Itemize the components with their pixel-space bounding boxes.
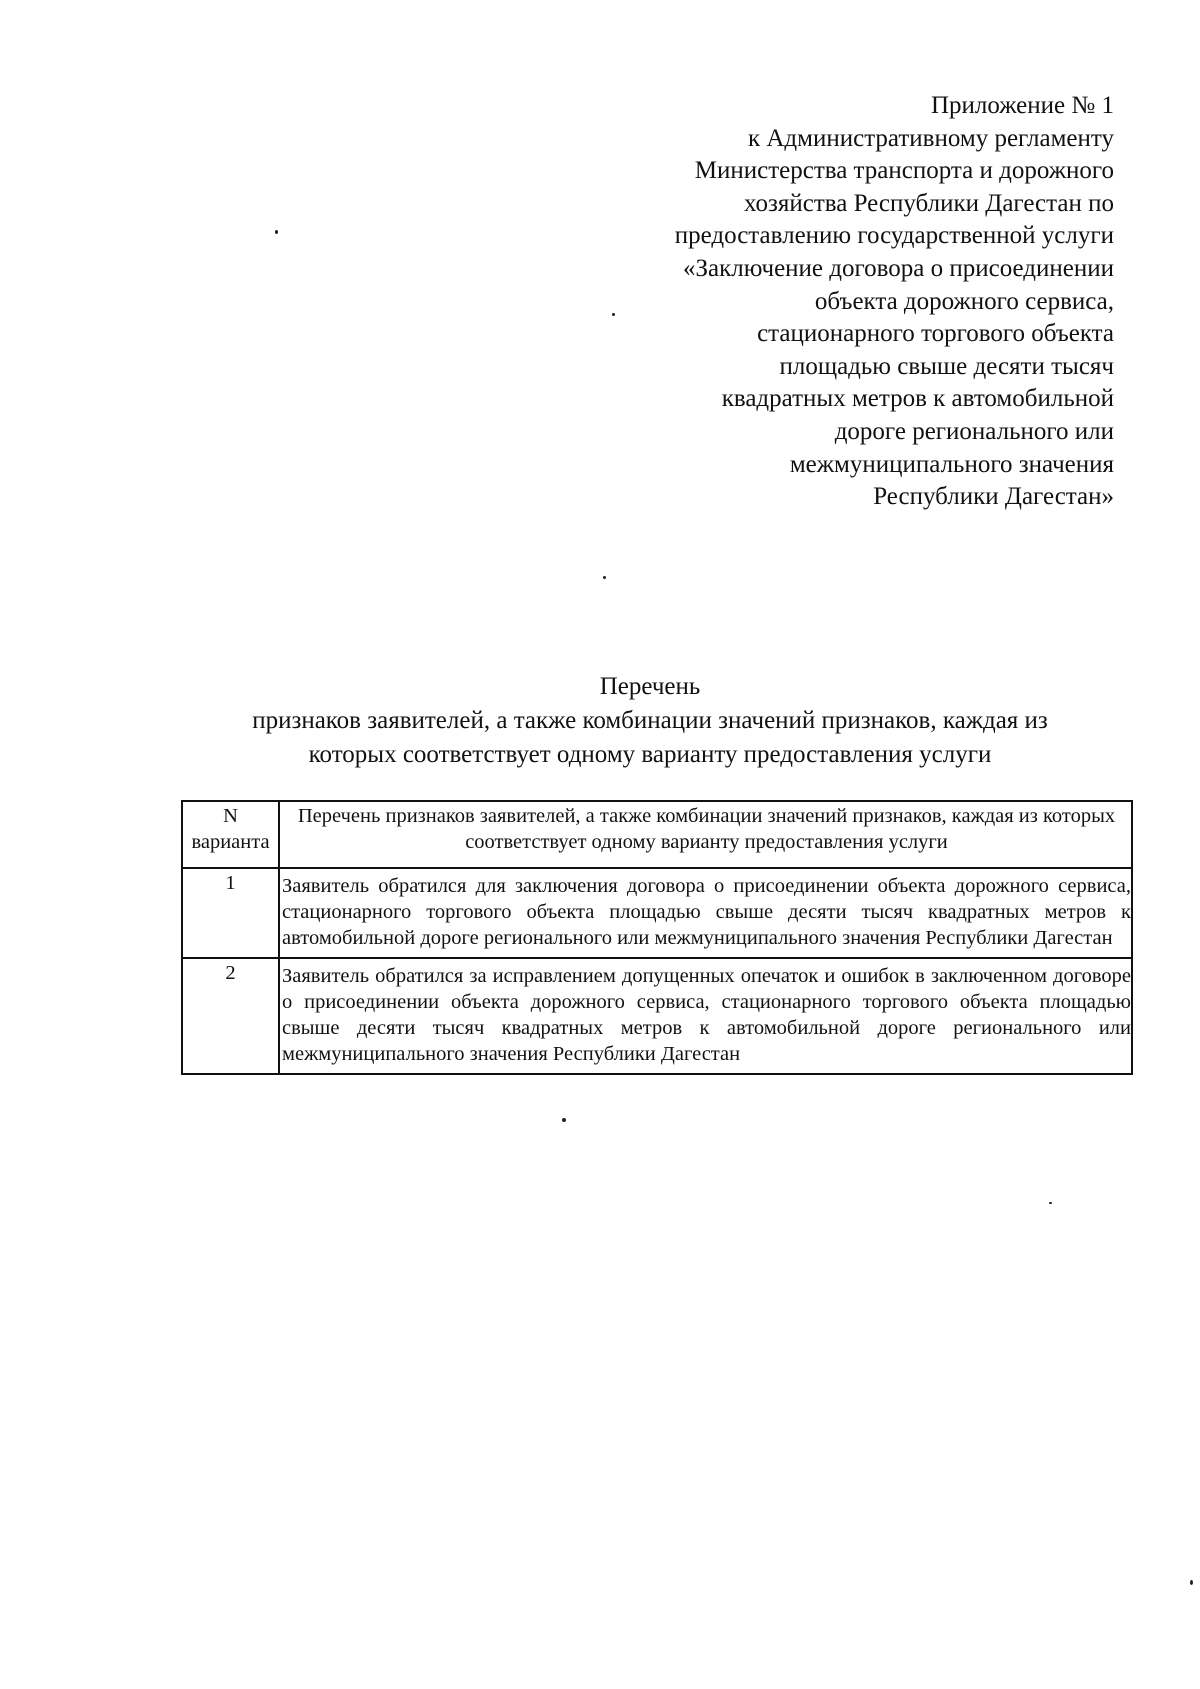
appendix-line: межмуниципального значения bbox=[789, 450, 1114, 478]
appendix-header bbox=[554, 90, 1114, 514]
title-heading: Перечень bbox=[599, 673, 701, 700]
table-header-row bbox=[182, 801, 1132, 868]
table-row bbox=[182, 958, 1132, 1074]
appendix-line: объекта дорожного сервиса, bbox=[814, 287, 1114, 315]
title-subtitle-line: которых соответствует одному варианту предоставления услуги bbox=[308, 741, 992, 768]
appendix-line: площадью свыше десяти тысяч bbox=[779, 352, 1114, 380]
scan-speck bbox=[275, 230, 278, 234]
variant-description-cell: Заявитель обратился за исправлением допущенных опечаток и ошибок в заключенном договоре о присоединении объекта дорожного сервиса, стационарного торгового объекта площадью свыше десяти тысяч квадратных метров к автомобильной дороге регионального или межмуниципального значения Республики Дагестан bbox=[279, 958, 1132, 1074]
variants-table bbox=[181, 800, 1133, 1075]
scan-speck bbox=[603, 576, 606, 579]
appendix-line: дороге регионального или bbox=[834, 417, 1114, 445]
table-row bbox=[182, 868, 1132, 958]
appendix-line: Министерства транспорта и дорожного bbox=[694, 157, 1114, 185]
title-subtitle-line: признаков заявителей, а также комбинации значений признаков, каждая из bbox=[252, 707, 1048, 734]
appendix-line: хозяйства Республики Дагестан по bbox=[743, 189, 1114, 217]
appendix-line: к Административному регламенту bbox=[747, 124, 1114, 152]
header-description-cell: Перечень признаков заявителей, а также комбинации значений признаков, каждая из которых соответствует одному варианту предоставления услуги bbox=[279, 801, 1132, 868]
scan-speck bbox=[562, 1118, 566, 1122]
scan-speck bbox=[1049, 1202, 1052, 1204]
appendix-line: предоставлению государственной услуги bbox=[674, 222, 1114, 250]
appendix-line: «Заключение договора о присоединении bbox=[683, 254, 1114, 282]
variant-description-cell: Заявитель обратился для заключения договора о присоединении объекта дорожного сервиса, стационарного торгового объекта площадью свыше десяти тысяч квадратных метров к автомобильной дороге регионального или межмуниципального значения Республики Дагестан bbox=[279, 868, 1132, 958]
appendix-line: стационарного торгового объекта bbox=[757, 320, 1114, 348]
variant-number-cell: 1 bbox=[182, 868, 279, 958]
appendix-line: квадратных метров к автомобильной bbox=[721, 385, 1114, 413]
appendix-line: Приложение № 1 bbox=[930, 92, 1114, 119]
scan-speck bbox=[1190, 1580, 1193, 1585]
document-title bbox=[180, 670, 1120, 772]
header-number-cell: N варианта bbox=[182, 801, 279, 868]
appendix-line: Республики Дагестан» bbox=[873, 483, 1114, 511]
variant-number-cell: 2 bbox=[182, 958, 279, 1074]
scan-speck bbox=[612, 313, 615, 316]
